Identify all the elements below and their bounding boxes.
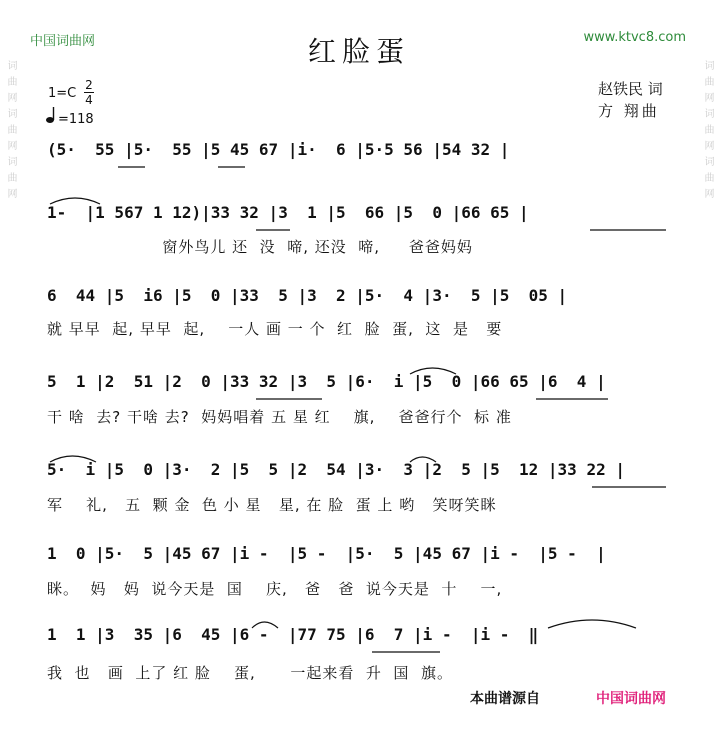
key-signature: 1=C (48, 86, 77, 101)
slur-mark (50, 456, 96, 462)
song-title: 红脸蛋 (307, 35, 410, 68)
score-row-4: 5 1 |2 51 |2 0 |33 32 |3 5 |6· i |5 0 |66 65 |6 4 | (47, 372, 606, 391)
slur-mark (410, 457, 436, 462)
lyricist-credit: 赵铁民 词 (598, 80, 663, 98)
score-row-6: 1 0 |5· 5 |45 67 |i - |5 - |5· 5 |45 67 |i - |5 - | (47, 544, 606, 563)
slur-mark (252, 622, 278, 628)
score-row-5: 5· i |5 0 |3· 2 |5 5 |2 54 |3· 3 |2 5 |5 12 |33 22 | (47, 460, 625, 479)
lyric-row-2: 窗外鸟儿 还 没 啼, 还没 啼, 爸爸妈妈 (47, 238, 473, 256)
time-signature-top: 2 (85, 78, 93, 92)
slur-mark (50, 198, 100, 204)
site-name-left: 中国词曲网 (30, 34, 96, 49)
score-row-7: 1 1 |3 35 |6 45 |6 - |77 75 |6 7 |i - |i - ‖ (47, 625, 539, 644)
side-watermark-left: 词曲网词曲网词曲网 (5, 60, 16, 204)
source-site[interactable]: 中国词曲网 (596, 691, 666, 707)
lyric-row-3: 就 早早 起, 早早 起, 一人 画 一 个 红 脸 蛋, 这 是 要 (47, 320, 503, 338)
lyric-row-4: 干 啥 去? 干啥 去? 妈妈唱着 五 星 红 旗, 爸爸行个 标 准 (47, 408, 512, 426)
score-row-3: 6 44 |5 i6 |5 0 |33 5 |3 2 |5· 4 |3· 5 |5 05 | (47, 286, 568, 305)
score-row-2: 1- |1 567 1 12)|33 32 |3 1 |5 66 |5 0 |66 65 | (47, 203, 529, 222)
lyric-row-7: 我 也 画 上了 红 脸 蛋, 一起来看 升 国 旗。 (47, 664, 453, 682)
lyric-row-6: 眯。 妈 妈 说今天是 国 庆, 爸 爸 说今天是 十 一, (47, 580, 503, 598)
source-label: 本曲谱源自 (470, 691, 540, 707)
side-watermark-right: 词曲网词曲网词曲网 (702, 60, 713, 204)
slur-mark (548, 620, 636, 628)
score-row-1: (5· 55 |5· 55 |5 45 67 |i· 6 |5·5 56 |54 32 | (47, 140, 510, 159)
lyric-row-5: 军 礼, 五 颗 金 色 小 星 星, 在 脸 蛋 上 哟 笑呀笑眯 (47, 496, 497, 514)
composer-credit: 方 翔曲 (598, 102, 660, 120)
site-url-right[interactable]: www.ktvc8.com (583, 30, 686, 45)
time-signature-bottom: 4 (85, 93, 93, 107)
slur-mark (410, 368, 456, 374)
tempo-marking: =118 (58, 112, 94, 127)
